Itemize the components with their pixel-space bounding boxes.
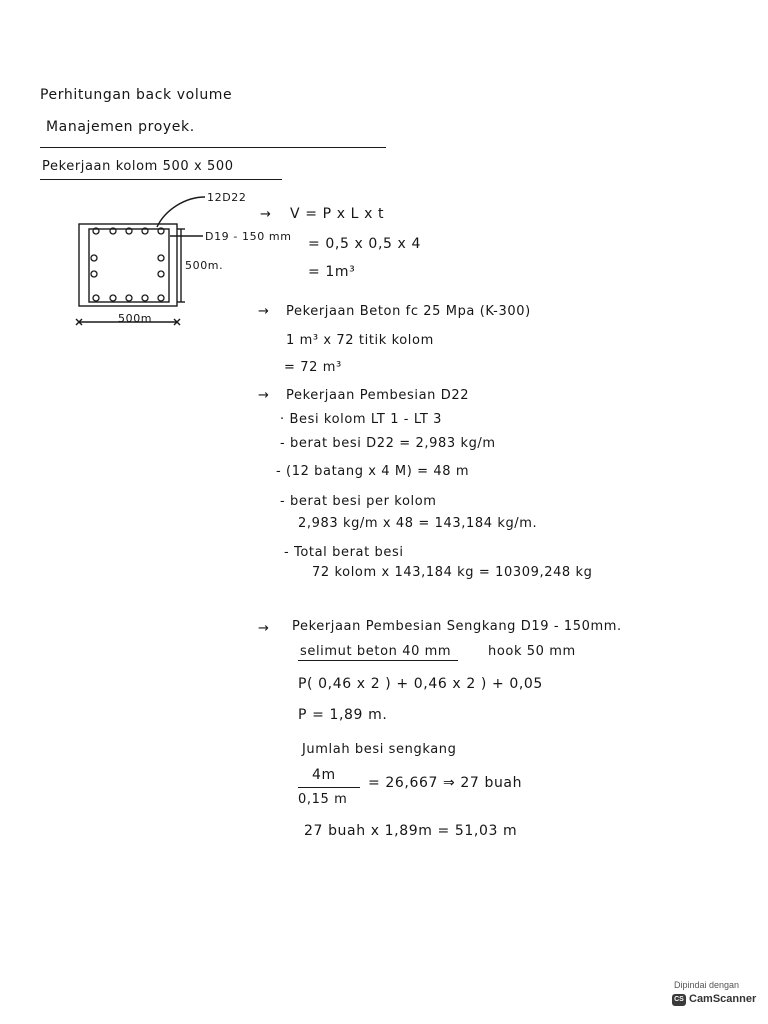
arrow-icon: → bbox=[260, 207, 272, 222]
rebar-leader-line bbox=[157, 197, 205, 227]
pembesian-item5-calc: 72 kolom x 143,184 kg = 10309,248 kg bbox=[312, 565, 593, 580]
volume-substitution: = 0,5 x 0,5 x 4 bbox=[308, 236, 421, 252]
camscanner-logo-icon: CS bbox=[672, 994, 686, 1006]
column-outline bbox=[79, 224, 177, 306]
arrow-icon: → bbox=[258, 621, 270, 636]
volume-result: = 1m³ bbox=[308, 264, 356, 280]
rebar-dots bbox=[91, 228, 164, 301]
width-label: 500m bbox=[118, 312, 153, 325]
selimut-underline bbox=[298, 660, 458, 661]
stirrup-outline bbox=[89, 229, 169, 302]
beton-result: = 72 m³ bbox=[284, 360, 342, 375]
camscanner-watermark bbox=[666, 977, 758, 1013]
pembesian-item5: - Total berat besi bbox=[284, 545, 404, 560]
arrow-icon: → bbox=[258, 304, 270, 319]
perimeter-result: P = 1,89 m. bbox=[298, 707, 388, 723]
pembesian-item1: · Besi kolom LT 1 - LT 3 bbox=[280, 412, 443, 427]
header-line1: Perhitungan back volume bbox=[40, 87, 233, 103]
jumlah-heading: Jumlah besi sengkang bbox=[302, 742, 457, 757]
watermark-caption: Dipindai dengan bbox=[674, 980, 740, 990]
fraction-denominator: 0,15 m bbox=[298, 792, 348, 807]
pembesian-item2: - berat besi D22 = 2,983 kg/m bbox=[280, 436, 496, 451]
beton-calc: 1 m³ x 72 titik kolom bbox=[286, 333, 434, 348]
pembesian-item3: - (12 batang x 4 M) = 48 m bbox=[276, 464, 470, 479]
watermark-brand: CamScanner bbox=[689, 993, 757, 1005]
hook-text: hook 50 mm bbox=[488, 644, 576, 659]
pembesian-item4-calc: 2,983 kg/m x 48 = 143,184 kg/m. bbox=[298, 516, 538, 531]
volume-formula: V = P x L x t bbox=[290, 206, 385, 222]
perimeter-formula: P( 0,46 x 2 ) + 0,46 x 2 ) + 0,05 bbox=[298, 676, 543, 692]
beton-heading: Pekerjaan Beton fc 25 Mpa (K-300) bbox=[286, 304, 531, 319]
fraction-numerator: 4m bbox=[312, 767, 336, 783]
stirrup-label: D19 - 150 mm bbox=[205, 230, 292, 243]
selimut-text: selimut beton 40 mm bbox=[300, 644, 452, 659]
height-label: 500m. bbox=[185, 259, 224, 272]
pembesian-item4: - berat besi per kolom bbox=[280, 494, 437, 509]
sengkang-heading: Pekerjaan Pembesian Sengkang D19 - 150mm. bbox=[292, 619, 622, 634]
rebar-label: 12D22 bbox=[207, 191, 247, 204]
stirrup-total: 27 buah x 1,89m = 51,03 m bbox=[304, 823, 518, 839]
header-line2: Manajemen proyek. bbox=[46, 119, 195, 135]
arrow-icon: → bbox=[258, 388, 270, 403]
fraction-result: = 26,667 ⇒ 27 buah bbox=[368, 775, 523, 791]
section-title: Pekerjaan kolom 500 x 500 bbox=[42, 159, 234, 174]
fraction-bar bbox=[298, 787, 360, 788]
pembesian-heading: Pekerjaan Pembesian D22 bbox=[286, 388, 470, 403]
